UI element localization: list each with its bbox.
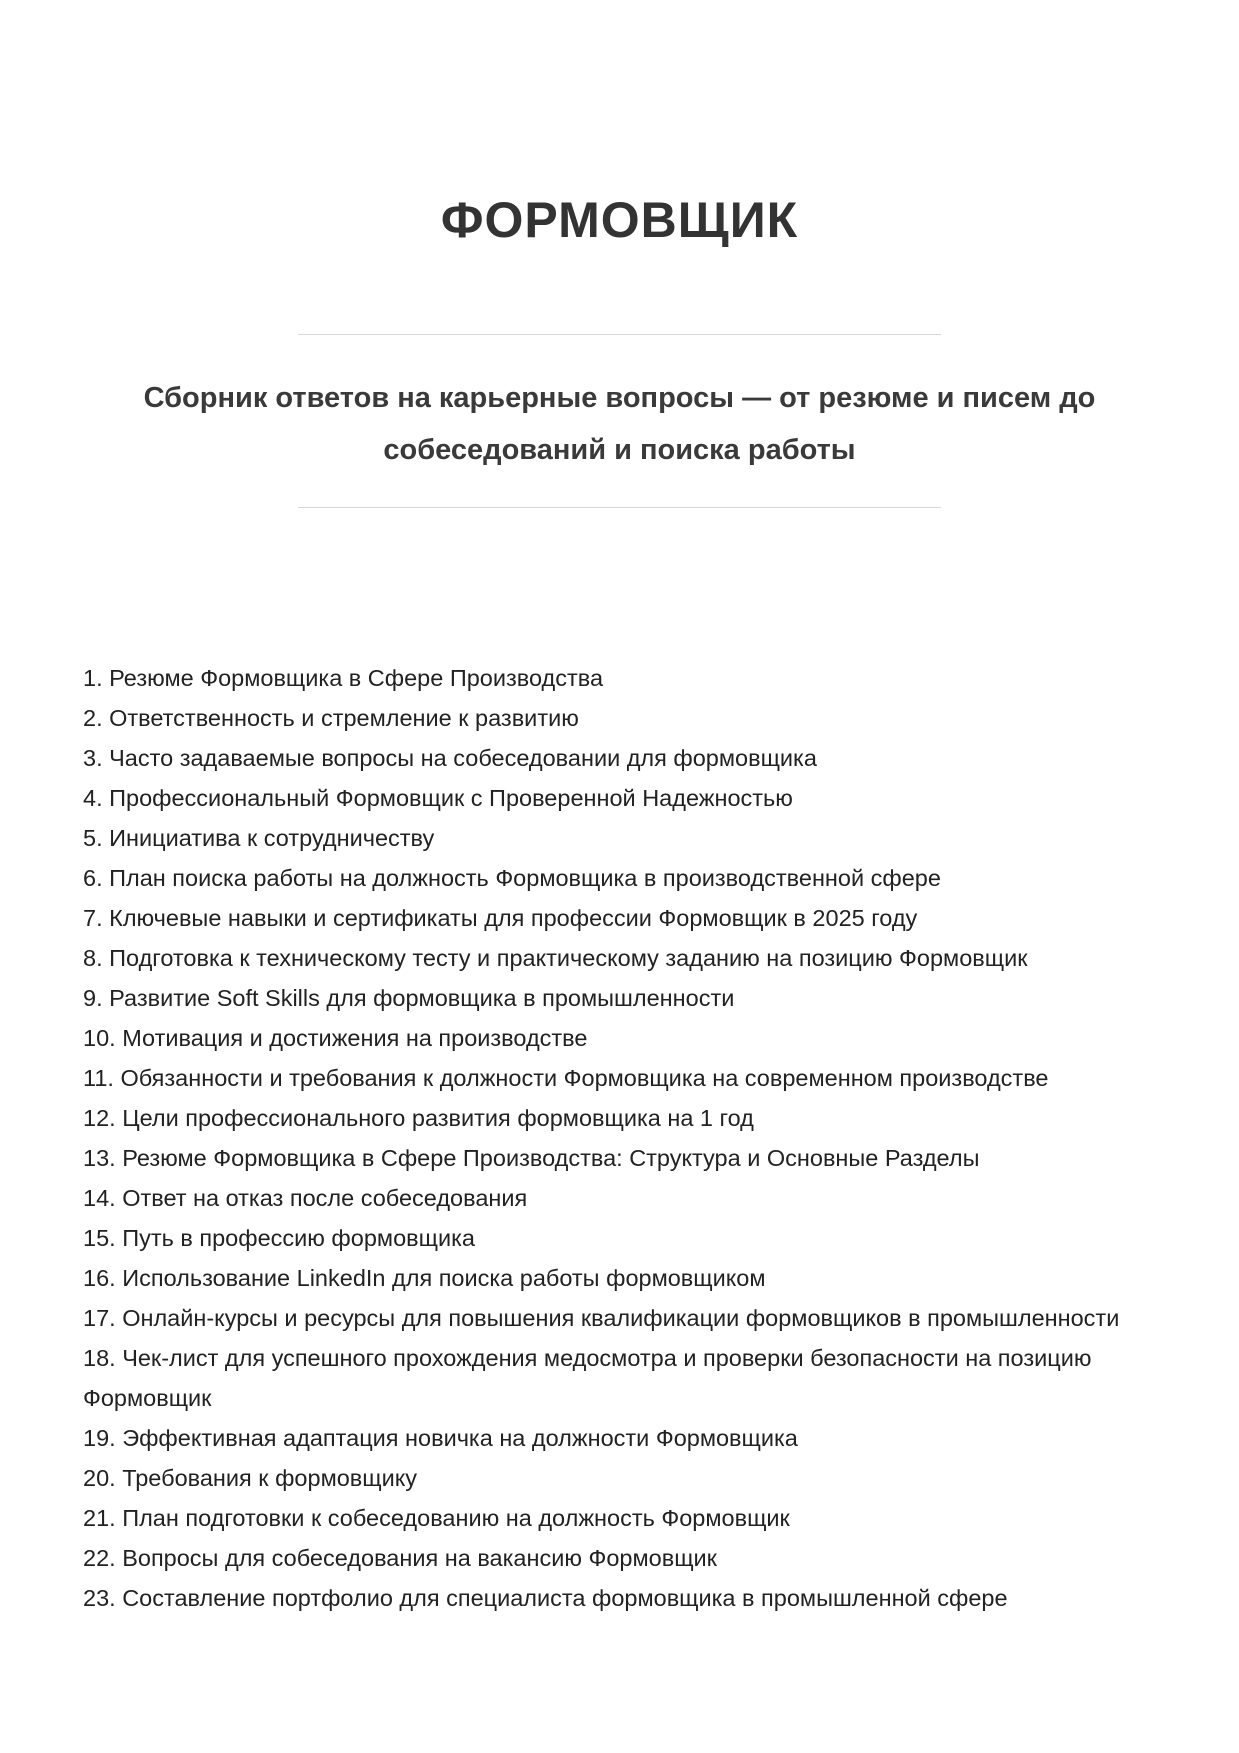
toc-item[interactable]: 11. Обязанности и требования к должности Формовщика на современном производстве: [83, 1065, 1049, 1091]
toc-item[interactable]: 9. Развитие Soft Skills для формовщика в промышленности: [83, 985, 735, 1011]
toc-item[interactable]: 23. Составление портфолио для специалиста формовщика в промышленной сфере: [83, 1585, 1008, 1611]
toc-item[interactable]: 16. Использование LinkedIn для поиска работы формовщиком: [83, 1265, 766, 1291]
toc-item[interactable]: 7. Ключевые навыки и сертификаты для профессии Формовщик в 2025 году: [83, 905, 918, 931]
toc-item[interactable]: 20. Требования к формовщику: [83, 1465, 418, 1491]
toc-item[interactable]: 2. Ответственность и стремление к развитию: [83, 705, 579, 731]
toc-item[interactable]: 17. Онлайн-курсы и ресурсы для повышения квалификации формовщиков в промышленности: [83, 1305, 1120, 1331]
toc-item[interactable]: 15. Путь в профессию формовщика: [83, 1225, 475, 1251]
toc-item[interactable]: 22. Вопросы для собеседования на вакансию Формовщик: [83, 1545, 717, 1571]
toc-item[interactable]: 5. Инициатива к сотрудничеству: [83, 825, 435, 851]
page-subtitle: Сборник ответов на карьерные вопросы — от резюме и писем до собеседований и поиска работы: [143, 382, 1096, 466]
toc-item[interactable]: 4. Профессиональный Формовщик с Проверенной Надежностью: [83, 785, 793, 811]
subtitle-divider: [298, 507, 941, 508]
title-divider: [298, 334, 941, 335]
toc-item[interactable]: 3. Часто задаваемые вопросы на собеседовании для формовщика: [83, 745, 817, 771]
toc-item[interactable]: 18. Чек-лист для успешного прохождения медосмотра и проверки безопасности на позицию Формовщик: [83, 1345, 1092, 1411]
toc-item[interactable]: 21. План подготовки к собеседованию на должность Формовщик: [83, 1505, 790, 1531]
table-of-contents: [83, 658, 1143, 1618]
toc-item[interactable]: 6. План поиска работы на должность Формовщика в производственной сфере: [83, 865, 941, 891]
toc-item[interactable]: 12. Цели профессионального развития формовщика на 1 год: [83, 1105, 754, 1131]
toc-item[interactable]: 8. Подготовка к техническому тесту и практическому заданию на позицию Формовщик: [83, 945, 1028, 971]
toc-item[interactable]: 14. Ответ на отказ после собеседования: [83, 1185, 528, 1211]
toc-item[interactable]: 1. Резюме Формовщика в Сфере Производства: [83, 665, 604, 691]
page-title: ФОРМОВЩИК: [440, 192, 799, 248]
toc-item[interactable]: 19. Эффективная адаптация новичка на должности Формовщика: [83, 1425, 798, 1451]
toc-item[interactable]: 13. Резюме Формовщика в Сфере Производства: Структура и Основные Разделы: [83, 1145, 980, 1171]
toc-item[interactable]: 10. Мотивация и достижения на производстве: [83, 1025, 588, 1051]
